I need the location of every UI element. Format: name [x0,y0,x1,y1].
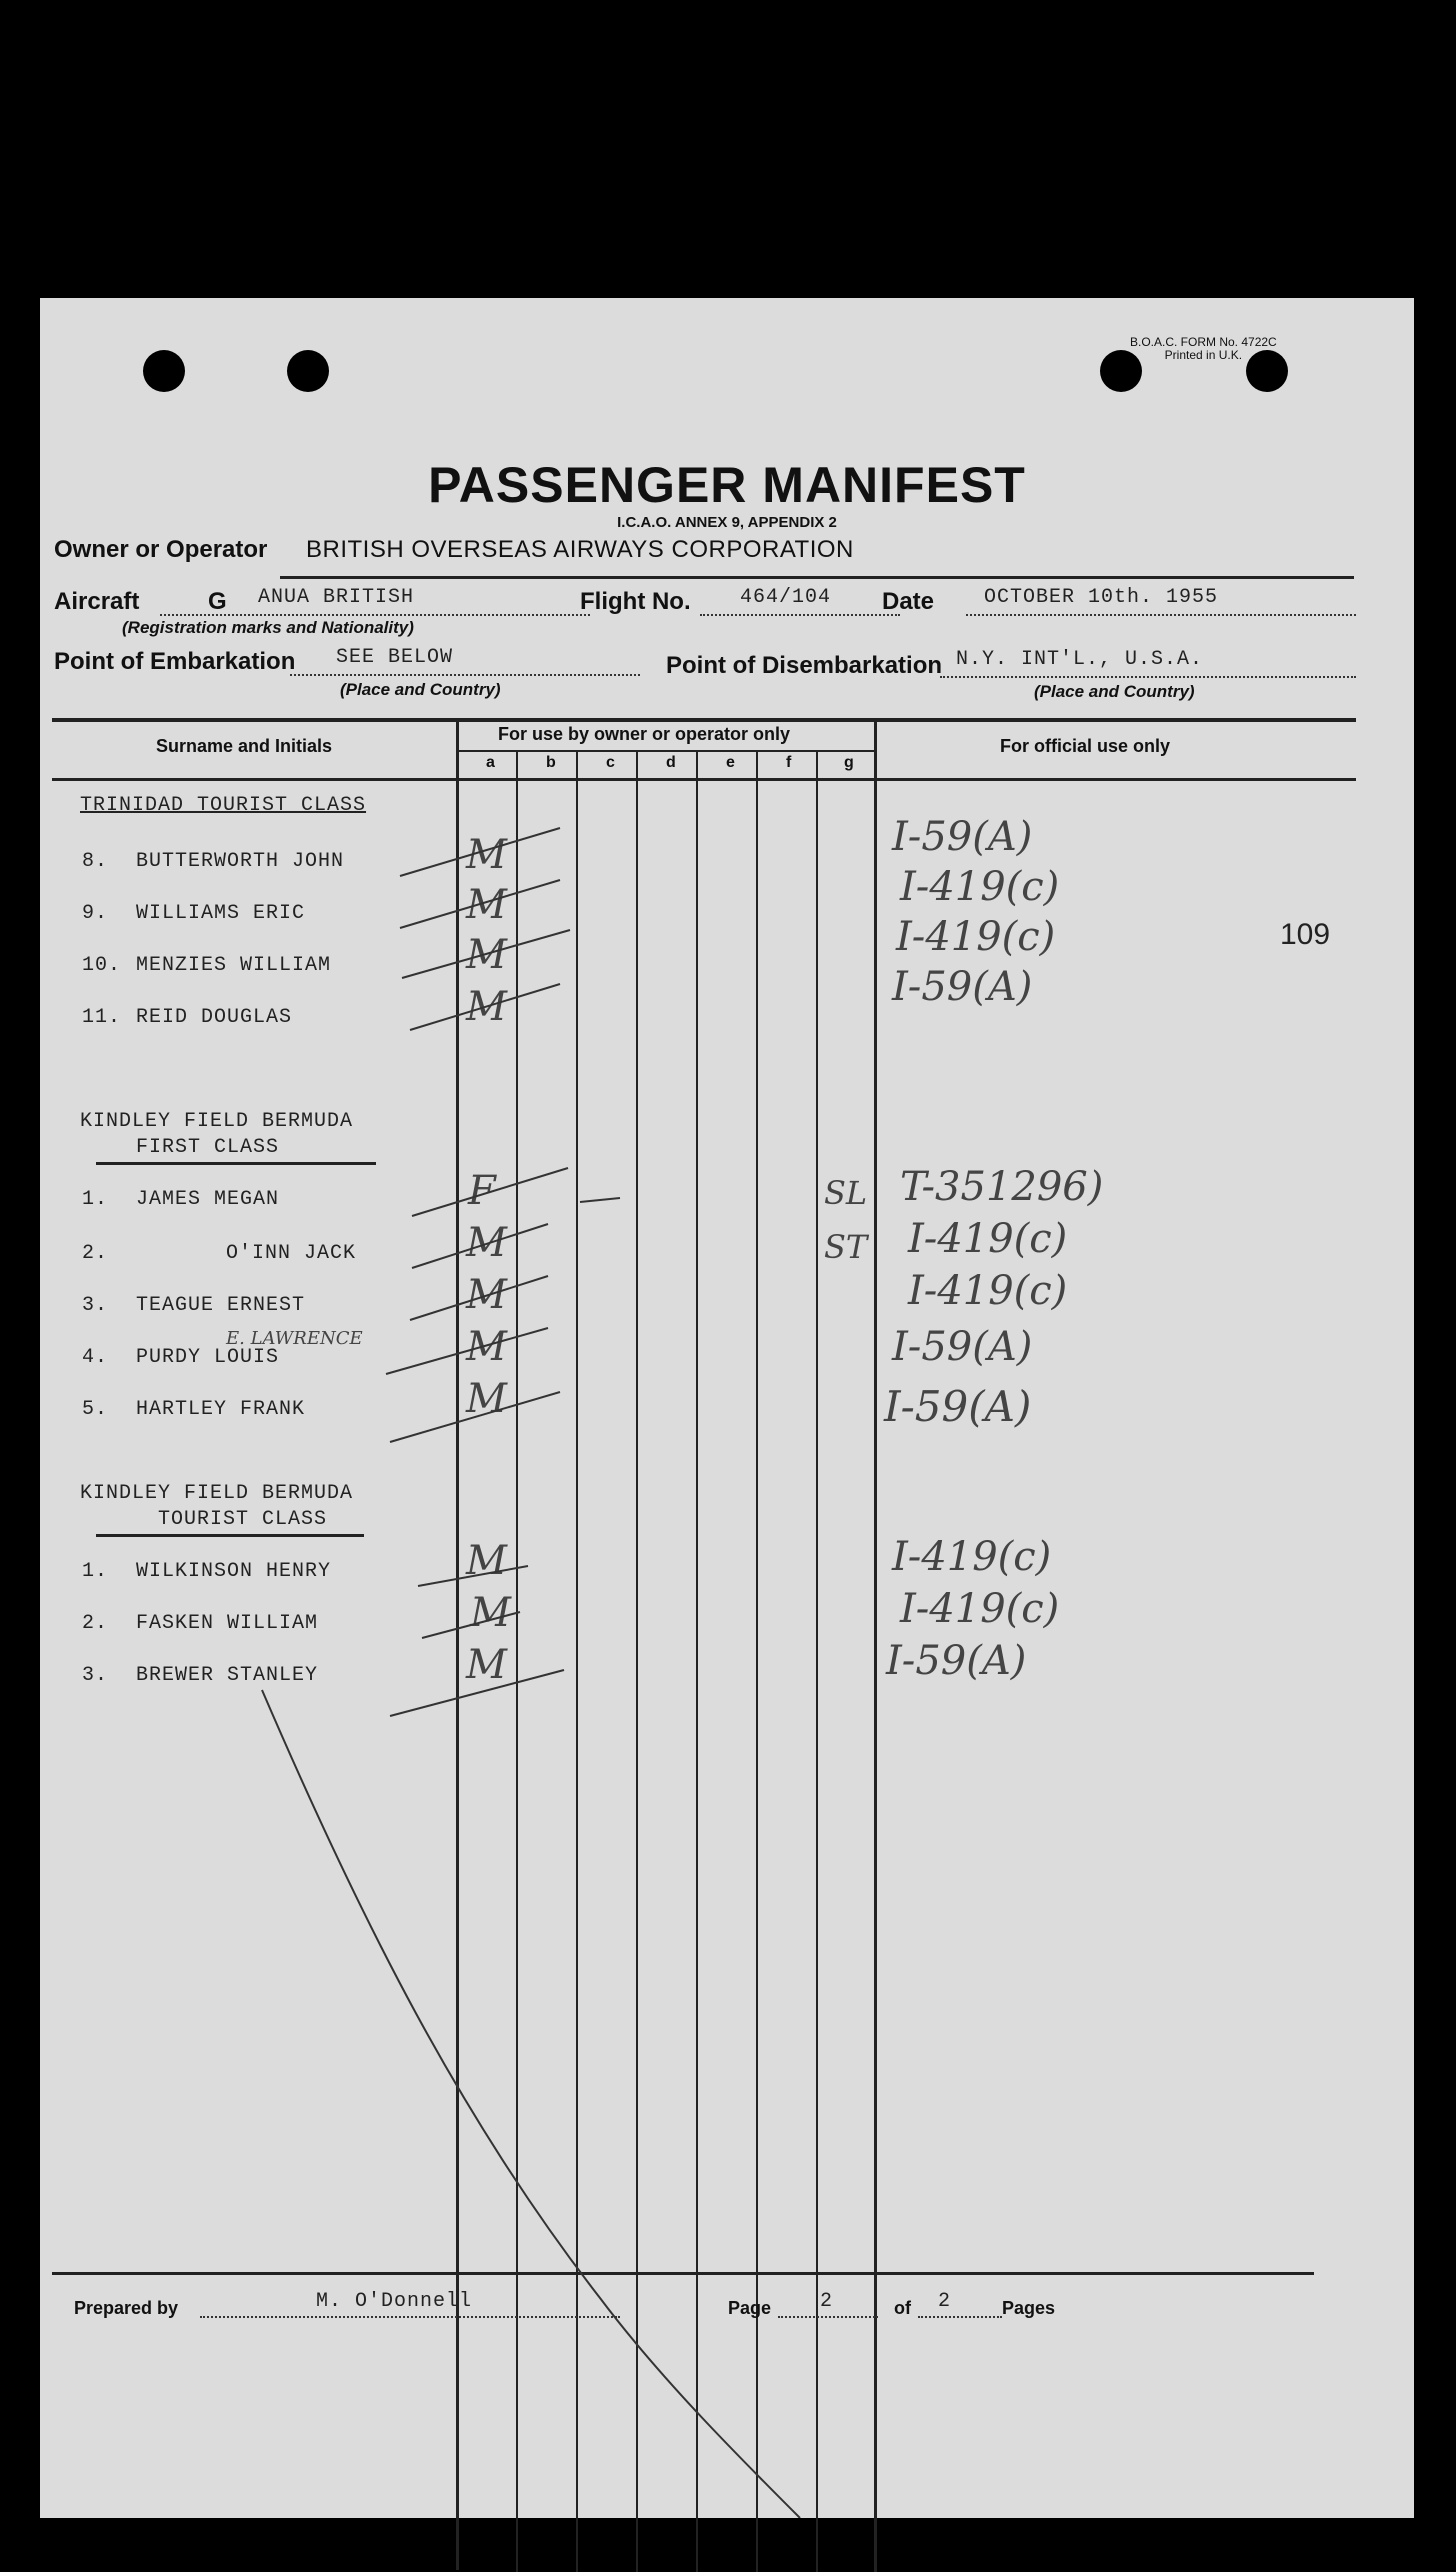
date-value: OCTOBER 10th. 1955 [984,586,1219,609]
disembarkation-note: (Place and Country) [1034,682,1195,701]
sub-col-g: g [844,754,854,771]
official-code: I-419(c) [892,1534,1052,1580]
row-number: 5. [82,1398,109,1421]
sex-mark: M [466,1376,507,1422]
check-stroke [400,828,560,876]
passenger-name: BREWER STANLEY [136,1664,319,1687]
sub-col-c: c [606,754,615,771]
sex-mark: M [466,1220,507,1266]
aircraft-note: (Registration marks and Nationality) [122,618,414,637]
check-stroke [410,984,560,1030]
official-code: I-419(c) [900,864,1060,910]
check-stroke [418,1566,528,1586]
sub-col-f: f [786,754,792,771]
official-code: I-59(A) [892,814,1033,860]
page-subtitle: I.C.A.O. ANNEX 9, APPENDIX 2 [617,514,837,531]
sex-mark: M [466,1538,507,1584]
row-number: 10. [82,954,122,977]
official-code: I-419(c) [908,1268,1068,1314]
dash-stroke [580,1198,620,1202]
passenger-name: HARTLEY FRANK [136,1398,306,1421]
form-ref-line2: Printed in U.K. [1164,348,1243,362]
check-stroke [386,1328,548,1374]
of-value: 2 [938,2290,952,2313]
official-code: I-419(c) [896,914,1056,960]
passenger-name: BUTTERWORTH JOHN [136,850,345,873]
aircraft-value: ANUA BRITISH [258,586,415,609]
passenger-name: TEAGUE ERNEST [136,1294,306,1317]
embarkation-label: Point of Embarkation [54,648,296,675]
sub-col-a: a [486,754,495,771]
row-number: 2. [82,1612,109,1635]
sex-mark: M [466,1324,507,1370]
passenger-name: WILLIAMS ERIC [136,902,306,925]
passenger-name: O'INN JACK [226,1242,357,1265]
check-stroke [400,880,560,928]
sub-col-d: d [666,754,676,771]
check-stroke [402,930,570,978]
row-number: 1. [82,1560,109,1583]
owner-value: BRITISH OVERSEAS AIRWAYS CORPORATION [306,536,854,563]
row-number: 4. [82,1346,109,1369]
row-number: 1. [82,1188,109,1211]
remark-g: SL [824,1174,868,1212]
passenger-name: JAMES MEGAN [136,1188,280,1211]
page-value: 2 [820,2290,834,2313]
owner-label: Owner or Operator [54,536,268,563]
official-code: I-59(A) [884,1382,1032,1431]
disembarkation-value: N.Y. INT'L., U.S.A. [956,648,1204,671]
passenger-name: WILKINSON HENRY [136,1560,332,1583]
diagonal-strike [262,1690,800,2518]
sub-col-e: e [726,754,735,771]
page-number-note: 109 [1280,918,1331,951]
official-code: I-59(A) [892,1324,1033,1370]
sex-mark: F [468,1168,496,1214]
row-number: 9. [82,902,109,925]
pen-strokes [40,298,1414,2518]
group-heading-class: TOURIST CLASS [158,1508,328,1531]
group-heading: TRINIDAD TOURIST CLASS [80,794,367,817]
row-number: 2. [82,1242,109,1265]
embarkation-value: SEE BELOW [336,646,454,669]
check-stroke [390,1392,560,1442]
flight-value: 464/104 [740,586,832,609]
official-code: I-59(A) [886,1638,1027,1684]
group-heading-class: FIRST CLASS [136,1136,280,1159]
aircraft-label: Aircraft [54,588,140,615]
aircraft-g: G [208,588,227,615]
check-stroke [390,1670,564,1716]
manifest-paper [40,298,1414,2518]
pages-label: Pages [1002,2298,1056,2318]
prepared-by-label: Prepared by [74,2298,179,2318]
group-heading: KINDLEY FIELD BERMUDA [80,1482,354,1505]
sex-mark: M [466,882,507,928]
check-stroke [412,1168,568,1216]
check-stroke [410,1276,548,1320]
sex-mark: M [466,984,507,1030]
official-code: I-419(c) [900,1586,1060,1632]
sub-col-b: b [546,754,556,771]
page-label: Page [728,2298,772,2318]
row-number: 11. [82,1006,122,1029]
date-label: Date [882,588,935,615]
official-code: I-59(A) [892,964,1033,1010]
prepared-by-value: M. O'Donnell [316,2290,473,2313]
sex-mark: M [466,1642,507,1688]
official-code: I-419(c) [908,1216,1068,1262]
of-label: of [894,2298,911,2318]
sex-mark: M [470,1590,511,1636]
flight-label: Flight No. [580,588,691,615]
embarkation-note: (Place and Country) [340,680,501,699]
passenger-name: FASKEN WILLIAM [136,1612,319,1635]
disembarkation-label: Point of Disembarkation [666,652,943,679]
passenger-name: REID DOUGLAS [136,1006,293,1029]
sex-mark: M [466,1272,507,1318]
row-number: 8. [82,850,109,873]
page-title: PASSENGER MANIFEST [428,457,1026,513]
col-header-owner: For use by owner or operator only [498,724,791,744]
group-heading: KINDLEY FIELD BERMUDA [80,1110,354,1133]
col-header-name: Surname and Initials [156,736,333,756]
form-ref-line1: B.O.A.C. FORM No. 4722C [1130,335,1277,349]
sex-mark: M [466,932,507,978]
official-code: T-351296) [900,1164,1104,1210]
passenger-name: MENZIES WILLIAM [136,954,332,977]
name-correction: E. LAWRENCE [226,1328,363,1349]
col-header-official: For official use only [1000,736,1171,756]
sex-mark: M [466,832,507,878]
check-stroke [422,1612,520,1638]
row-number: 3. [82,1664,109,1687]
remark-g: ST [824,1228,868,1266]
passenger-name: PURDY LOUIS [136,1346,280,1369]
check-stroke [412,1224,548,1268]
row-number: 3. [82,1294,109,1317]
